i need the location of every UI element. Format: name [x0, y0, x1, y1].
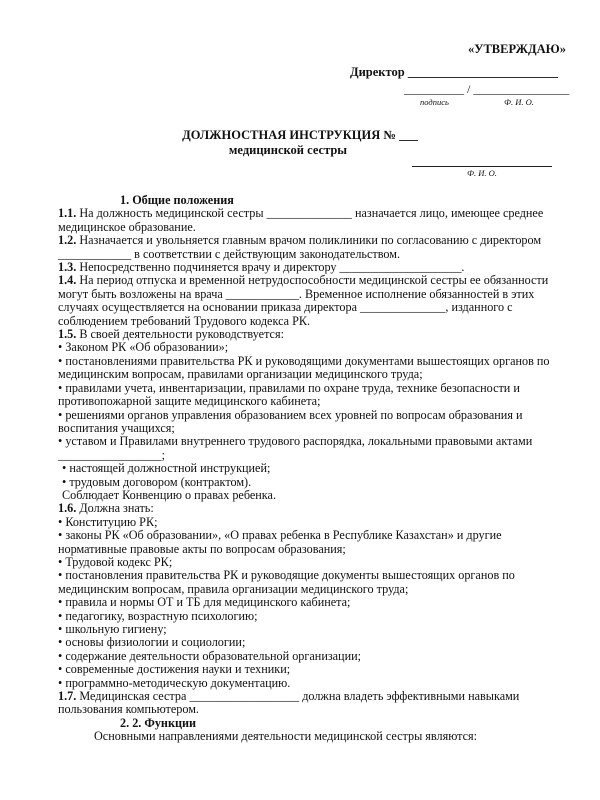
fio-blank-line: [412, 156, 552, 167]
document-body: [58, 194, 558, 744]
caption-fio: Ф. И. О.: [504, 97, 534, 107]
director-blank: ________________________: [407, 65, 558, 79]
item-number: 1.5.: [58, 327, 77, 342]
item-number: 1.4.: [58, 273, 77, 288]
item-number: 1.7.: [58, 689, 77, 704]
item-1-4: [58, 274, 558, 328]
list-item: • правила и нормы ОТ и ТБ для медицинского кабинета;: [58, 595, 351, 610]
caption-signature: подпись: [420, 97, 449, 107]
list-item: • постановлениями правительства РК и руководящими документами вышестоящих органов по медицинским вопросам, правилами организации медицинского труда;: [58, 353, 550, 382]
approval-block: [350, 42, 570, 107]
list-item: • уставом и Правилами внутреннего трудового распорядка, локальными правовыми актами _________________;: [58, 434, 533, 462]
director-label: Директор: [350, 65, 405, 79]
title-line-2: медицинской сестры: [228, 143, 348, 157]
item-number: 1.6.: [58, 501, 77, 516]
fio-field: [412, 156, 552, 178]
list-item: • законы РК «Об образовании», «О правах ребенка в Республике Казахстан» и другие нормативные правовые акты по вопросам образования;: [58, 528, 502, 556]
item-1-7: [58, 690, 558, 717]
signature-line: __________ / ________________: [404, 82, 570, 96]
list-item: • Законом РК «Об образовании»;: [58, 340, 229, 355]
list-item: • педагогику, возрастную психологию;: [58, 608, 258, 623]
item-text: На должность медицинской сестры ______________ назначается лицо, имеющее среднее медицинское образование.: [58, 206, 544, 234]
section-1-heading: 1. Общие положения: [120, 193, 234, 207]
list-item: • постановления правительства РК и руководящие документы вышестоящих органов по медицинским вопросам, правила организации медицинского труда;: [58, 568, 515, 596]
item-1-3: [58, 261, 558, 274]
list-item: • трудовым договором (контрактом).: [62, 474, 252, 489]
item-1-5: [58, 328, 558, 341]
list-item: • правилами учета, инвентаризации, правилами по охране труда, технике безопасности и противопожарной защите медицинского кабинета;: [58, 380, 520, 409]
item-text: Медицинская сестра __________________ должна владеть эффективными навыками пользования компьютером.: [58, 689, 520, 717]
item-text: На период отпуска и временной нетрудоспособности медицинской сестры ее обязанности могут быть возложены на врача ____________. Временное исполнение обязанностей в этих случаях осуществляется на основании приказа директора ______________, изданного с соблюдением требований Трудового кодекса РК.: [58, 273, 549, 328]
fio-caption: Ф. И. О.: [467, 168, 497, 178]
document-title: [0, 128, 600, 158]
item-number: 1.2.: [58, 233, 77, 248]
list-item: • решениями органов управления образованием всех уровней по вопросам образования и воспитания учащихся;: [58, 407, 523, 435]
list-item: • школьную гигиену;: [58, 622, 167, 636]
list-item: • Трудовой кодекс РК;: [58, 554, 173, 569]
convention-note: Соблюдает Конвенцию о правах ребенка.: [62, 487, 277, 502]
section-2-intro: Основными направлениями деятельности медицинской сестры являются:: [94, 729, 478, 744]
item-1-2: [58, 234, 558, 261]
item-text: Непосредственно подчиняется врачу и директору ____________________.: [76, 260, 465, 275]
item-1-1: [58, 207, 558, 234]
item-number: 1.3.: [58, 260, 77, 275]
list-item: • содержание деятельности образовательной организации;: [58, 648, 362, 663]
title-line-1: ДОЛЖНОСТНАЯ ИНСТРУКЦИЯ № ___: [182, 128, 418, 142]
director-line: [350, 65, 570, 80]
signature-captions: [420, 97, 570, 107]
item-1-6: [58, 502, 558, 515]
section-2-heading: 2. 2. Функции: [120, 715, 197, 730]
list-item: • современные достижения науки и техники;: [58, 662, 291, 677]
list-item: • программно-методическую документацию.: [58, 675, 291, 690]
list-item: • настоящей должностной инструкцией;: [62, 461, 271, 476]
item-text: Назначается и увольняется главным врачом поликлиники по согласованию с директором ____________ в соответствии с действующим законодательством.: [58, 233, 542, 261]
item-number: 1.1.: [58, 206, 77, 221]
item-text: Должна знать:: [76, 501, 154, 516]
approval-stamp: «УТВЕРЖДАЮ»: [468, 42, 566, 56]
list-item: • Конституцию РК;: [58, 514, 158, 529]
list-item: • основы физиологии и социологии;: [58, 635, 246, 650]
item-text: В своей деятельности руководствуется:: [76, 327, 284, 342]
